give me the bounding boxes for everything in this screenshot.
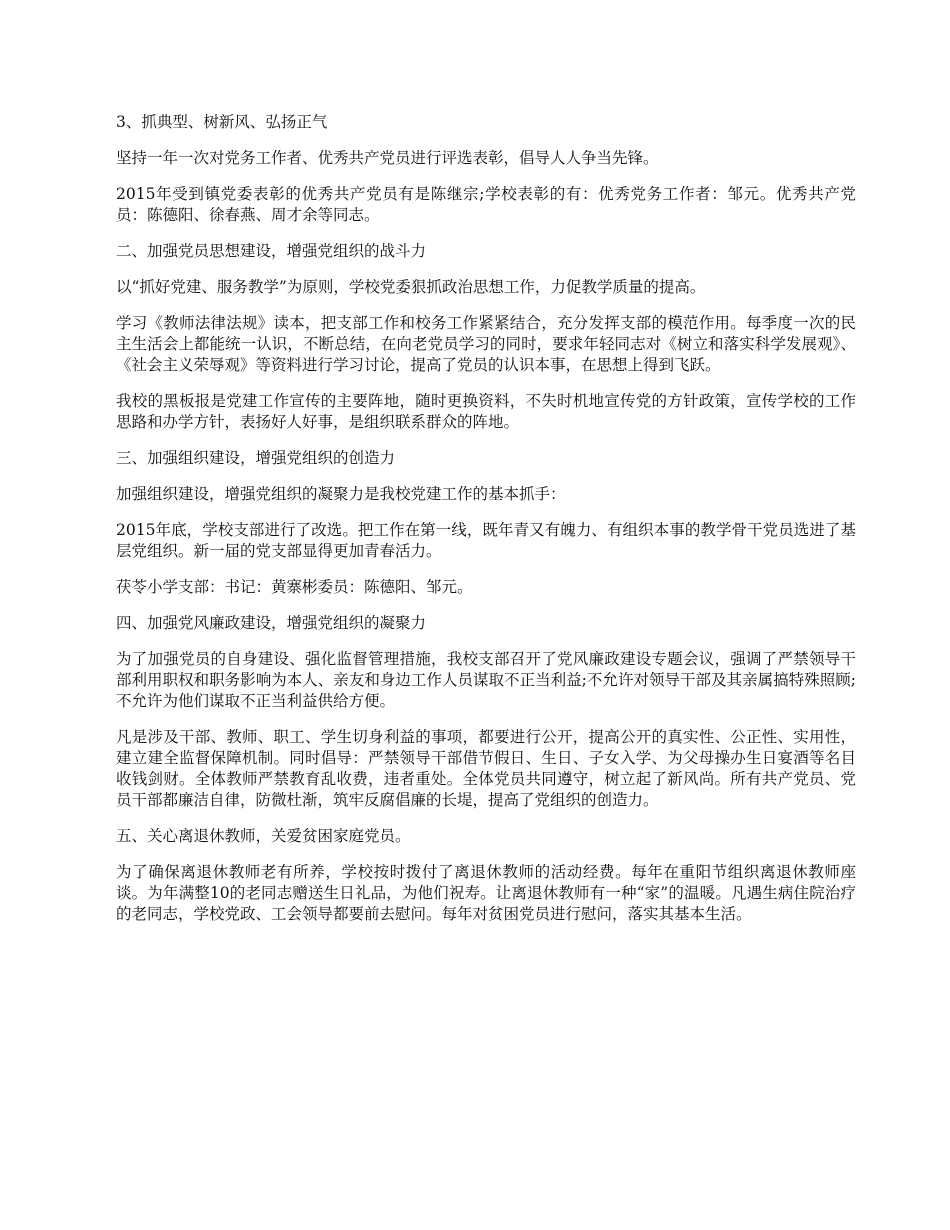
document-body: [116, 112, 856, 940]
heading-section-2: 二、加强党员思想建设，增强党组织的战斗力: [116, 242, 427, 260]
paragraph-branch-members: 茯苓小学支部：书记：黄寨彬委员：陈德阳、邹元。: [116, 578, 473, 596]
paragraph-principle: 以“抓好党建、服务教学”为原则，学校党委狠抓政治思想工作，力促教学质量的提高。: [116, 278, 706, 296]
heading-section-4: 四、加强党风廉政建设，增强党组织的凝聚力: [116, 614, 427, 632]
paragraph-study: 学习《教师法律法规》读本，把支部工作和校务工作紧紧结合，充分发挥支部的模范作用。每季度一次的民主生活会上都能统一认识，不断总结，在向老党员学习的同时，要求年轻同志对《树立和落实科学发展观》、《社会主义荣辱观》等资料进行学习讨论，提高了党员的认识本事，在思想上得到飞跃。: [116, 314, 856, 374]
paragraph-annual-awards: 坚持一年一次对党务工作者、优秀共产党员进行评选表彰，倡导人人争当先锋。: [116, 149, 659, 167]
heading-section-5: 五、关心离退休教师，关爱贫困家庭党员。: [116, 827, 411, 845]
paragraph-retirees: 为了确保离退休教师老有所养，学校按时拨付了离退休教师的活动经费。每年在重阳节组织离退休教师座谈。为年满整10的老同志赠送生日礼品，为他们祝寿。让离退休教师有一种“家”的温暖。凡遇生病住院治疗的老同志，学校党政、工会领导都要前去慰问。每年对贫困党员进行慰问，落实其基本生活。: [116, 863, 856, 923]
paragraph-blackboard: 我校的黑板报是党建工作宣传的主要阵地，随时更换资料，不失时机地宣传党的方针政策，宣传学校的工作思路和办学方针，表扬好人好事，是组织联系群众的阵地。: [116, 392, 856, 431]
paragraph-2015-election: 2015年底，学校支部进行了改选。把工作在第一线，既年青又有魄力、有组织本事的教学骨干党员选进了基层党组织。新一届的党支部显得更加青春活力。: [116, 521, 856, 560]
heading-section-3: 三、加强组织建设，增强党组织的创造力: [116, 449, 396, 467]
paragraph-organization-intro: 加强组织建设，增强党组织的凝聚力是我校党建工作的基本抓手：: [116, 485, 566, 503]
paragraph-2015-honorees: 2015年受到镇党委表彰的优秀共产党员有是陈继宗;学校表彰的有：优秀党务工作者：邹元。优秀共产党员：陈德阳、徐春燕、周才余等同志。: [116, 185, 856, 224]
subheading-typical-examples: 3、抓典型、树新风、弘扬正气: [116, 113, 328, 131]
paragraph-integrity-meeting: 为了加强党员的自身建设、强化监督管理措施，我校支部召开了党风廉政建设专题会议，强调了严禁领导干部利用职权和职务影响为本人、亲友和身边工作人员谋取不正当利益;不允许对领导干部及其亲属搞特殊照顾;不允许为他们谋取不正当利益供给方便。: [116, 650, 856, 710]
paragraph-transparency: 凡是涉及干部、教师、职工、学生切身利益的事项，都要进行公开，提高公开的真实性、公正性、实用性，建立建全监督保障机制。同时倡导：严禁领导干部借节假日、生日、子女入学、为父母操办生日宴酒等名目收钱剑财。全体教师严禁教育乱收费，违者重处。全体党员共同遵守，树立起了新风尚。所有共产党员、党员干部都廉洁自律，防微杜渐，筑牢反腐倡廉的长堤，提高了党组织的创造力。: [116, 728, 856, 809]
